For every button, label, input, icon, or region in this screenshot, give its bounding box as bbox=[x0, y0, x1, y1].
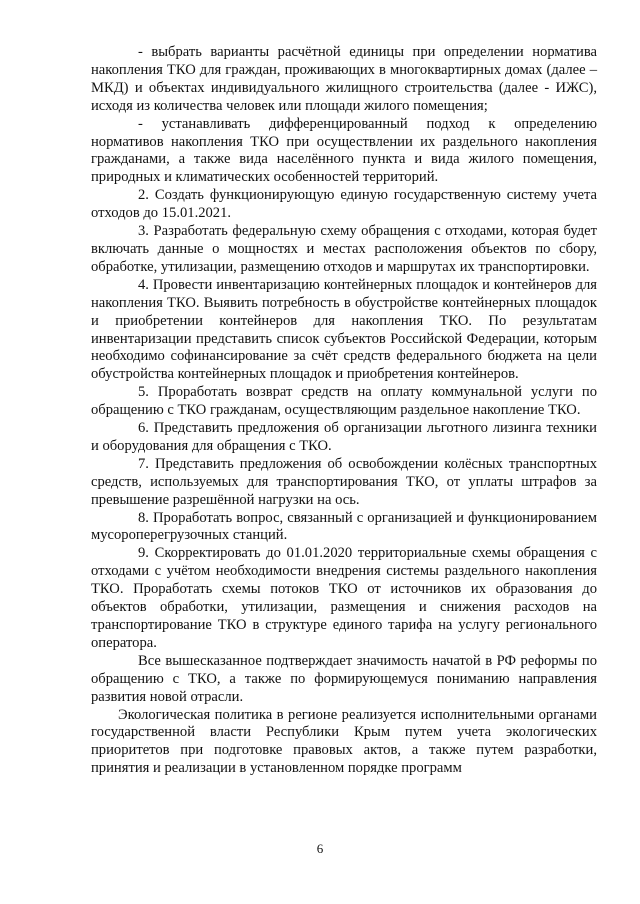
paragraph-ecological-policy: Экологическая политика в регионе реализуется исполнительными органами государственной власти Республики Крым путем учета экологических приоритетов при подготовке правовых актов, а также путем разработки, принятия и реализации в установленном порядке программ bbox=[91, 706, 597, 777]
paragraph-item-2: 2. Создать функционирующую единую государственную систему учета отходов до 15.01.2021. bbox=[91, 187, 597, 222]
paragraph-item-9: 9. Скорректировать до 01.01.2020 территориальные схемы обращения с отходами с учётом необходимости внедрения системы раздельного накопления ТКО. Проработать схемы потоков ТКО от источников их образования до объектов обработки, утилизации, размещения и снижения расходов на транспортирование ТКО в структуре единого тарифа на услугу регионального оператора. bbox=[91, 545, 597, 651]
paragraph-item-7: 7. Представить предложения об освобождении колёсных транспортных средств, используемых для транспортирования ТКО, от уплаты штрафов за превышение разрешённой нагрузки на ось. bbox=[91, 455, 597, 508]
paragraph-item-5: 5. Проработать возврат средств на оплату коммунальной услуги по обращению с ТКО гражданам, осуществляющим раздельное накопление ТКО. bbox=[91, 384, 597, 419]
paragraph-item-6: 6. Представить предложения об организации льготного лизинга техники и оборудования для обращения с ТКО. bbox=[91, 420, 597, 454]
page-number: 6 bbox=[316, 841, 324, 856]
document-body bbox=[91, 44, 597, 778]
paragraph-calc-unit: - выбрать варианты расчётной единицы при определении норматива накопления ТКО для граждан, проживающих в многоквартирных домах (далее – МКД) и объектах индивидуального жилищного строительства (далее - ИЖС), исходя из количества человек или площади жилого помещения; bbox=[91, 44, 597, 114]
paragraph-differentiated-approach: - устанавливать дифференцированный подход к определению нормативов накопления ТКО при осуществлении их раздельного накопления гражданами, а также вида населённого пункта и вида жилого помещения, природных и климатических особенностей территорий. bbox=[91, 115, 597, 186]
paragraph-item-8: 8. Проработать вопрос, связанный с организацией и функционированием мусороперегрузочных станций. bbox=[91, 509, 597, 544]
paragraph-item-3: 3. Разработать федеральную схему обращения с отходами, которая будет включать данные о мощностях и местах расположения объектов по сбору, обработке, утилизации, размещению отходов и маршрутах их транспортировки. bbox=[91, 223, 597, 275]
paragraph-item-4: 4. Провести инвентаризацию контейнерных площадок и контейнеров для накопления ТКО. Выявить потребность в обустройстве контейнерных площадок и приобретении контейнеров для накопления ТКО. По результатам инвентаризации представить список субъектов Российской Федерации, которым необходимо софинансирование за счёт средств федерального бюджета на цели обустройства контейнерных площадок и приобретения контейнеров. bbox=[91, 276, 597, 383]
paragraph-summary: Все вышесказанное подтверждает значимость начатой в РФ реформы по обращению с ТКО, а также по формирующемуся пониманию направления развития новой отрасли. bbox=[91, 652, 597, 705]
